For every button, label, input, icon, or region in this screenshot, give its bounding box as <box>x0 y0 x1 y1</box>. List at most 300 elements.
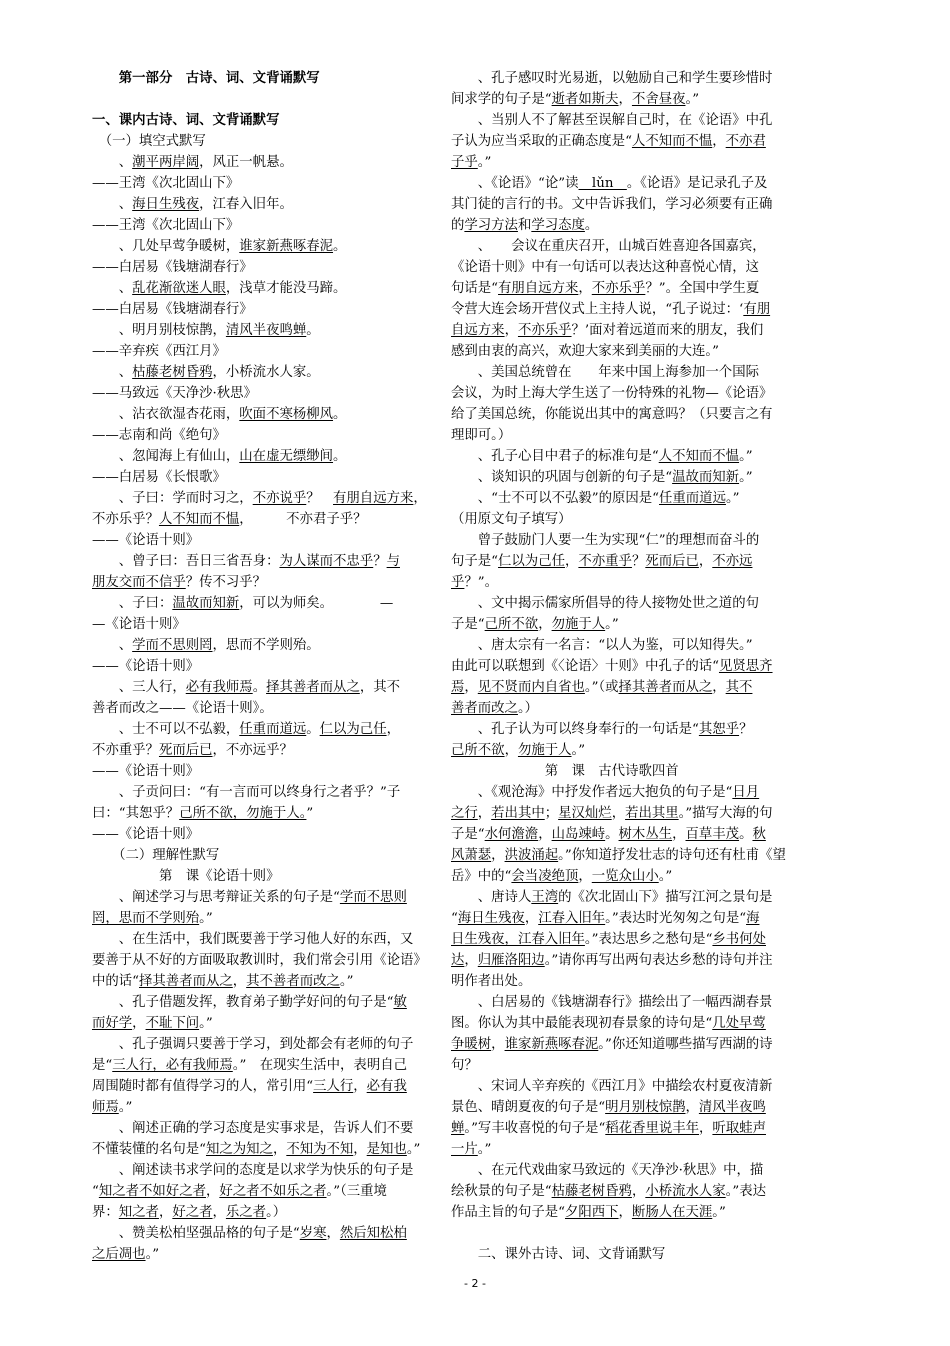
answer-text: 知之者 <box>118 1205 159 1220</box>
text-segment: ？”。 <box>464 575 499 590</box>
text-segment: ，思而不学则殆。 <box>212 638 320 653</box>
text-line <box>451 467 787 488</box>
text-line <box>92 950 428 971</box>
text-line <box>92 929 428 950</box>
text-segment: 《论语十则》中有一句话可以表达这种喜悦心情，这 <box>451 260 759 275</box>
text-segment: 。”表达时光匆匆之句是“ <box>605 911 747 926</box>
text-segment: ， <box>712 134 726 149</box>
text-segment: 、 <box>92 281 133 296</box>
answer-text: 敏 <box>393 995 407 1010</box>
text-line <box>451 1013 787 1034</box>
answer-text: 己所不欲 <box>484 617 539 632</box>
answer-text: 三人行 <box>313 1079 354 1094</box>
text-line <box>451 551 787 572</box>
text-line <box>451 824 787 845</box>
answer-text: 日月 <box>732 785 760 800</box>
text-line <box>92 215 428 236</box>
answer-text: lǔn <box>578 176 627 191</box>
text-segment: （二）理解性默写 <box>92 848 220 863</box>
text-segment: 。” 在现实生活中，表明自己 <box>232 1058 407 1073</box>
text-segment: 、士不可以不弘毅， <box>92 722 240 737</box>
text-line <box>92 110 428 131</box>
text-line <box>92 698 428 719</box>
text-line <box>451 509 787 530</box>
text-line <box>451 194 787 215</box>
text-segment: 、子曰：学而时习之， <box>92 491 253 506</box>
text-segment: 作品主旨的句子是“ <box>451 1205 565 1220</box>
text-segment: ， <box>491 848 505 863</box>
text-segment: ， <box>564 554 579 569</box>
text-line <box>451 761 787 782</box>
text-segment: 、孔子认为可以终身奉行的一句话是“ <box>451 722 699 737</box>
text-segment: ， <box>491 1037 505 1052</box>
answer-text: 学而不思则罔 <box>132 638 213 653</box>
text-line <box>92 824 428 845</box>
answer-text: 海 <box>746 911 760 926</box>
text-line <box>451 1076 787 1097</box>
text-segment: 理即可。） <box>451 428 512 443</box>
answer-text: 海日生残夜 <box>132 197 200 212</box>
text-line <box>92 1034 428 1055</box>
text-segment: 、《论语》“论”读 <box>451 176 579 191</box>
text-segment: ， <box>212 1205 226 1220</box>
text-segment: 句子是“ <box>451 554 499 569</box>
text-line <box>92 425 428 446</box>
text-segment: 、白居易的《钱塘湖春行》描绘出了一幅西湖春景 <box>451 995 773 1010</box>
text-segment: 、 <box>92 155 133 170</box>
text-segment: ， <box>232 974 247 989</box>
answer-text: 师焉 <box>92 1100 119 1115</box>
text-segment: 。” <box>725 491 740 506</box>
text-line <box>451 803 787 824</box>
text-segment: ， 不亦君子乎？ <box>239 512 367 527</box>
text-segment: 。 <box>333 239 347 254</box>
text-segment: 。” <box>477 1142 492 1157</box>
text-segment: ， <box>504 323 518 338</box>
answer-text: 蝉 <box>451 1121 465 1136</box>
answer-text: 归雁洛阳边 <box>477 953 545 968</box>
text-line <box>92 488 428 509</box>
text-segment: 不亦重乎？ <box>92 743 159 758</box>
answer-text: 之行 <box>451 806 478 821</box>
answer-text: 一览众山小 <box>591 869 659 884</box>
text-segment: 。《论语》是记录孔子及 <box>626 176 768 191</box>
text-line <box>92 614 428 635</box>
answer-text: 江春入旧年 <box>538 911 606 926</box>
text-segment: 。” <box>477 155 492 170</box>
text-line <box>451 257 787 278</box>
text-segment: ——辛弃疾《西江月》 <box>92 344 226 359</box>
text-line <box>451 1034 787 1055</box>
answer-text: 自远方来 <box>451 323 505 338</box>
text-segment: 景色、晴朗夏夜的句子是“ <box>451 1100 606 1115</box>
text-line <box>92 782 428 803</box>
answer-text: 百草丰茂 <box>685 827 740 842</box>
text-segment: ， <box>538 827 552 842</box>
answer-text: 己所不欲，勿施于人。 <box>179 806 307 821</box>
text-segment: 不懂装懂的名句是“ <box>92 1142 206 1157</box>
text-segment: ——白居易《钱塘湖春行》 <box>92 302 253 317</box>
text-line <box>451 887 787 908</box>
text-line <box>92 257 428 278</box>
text-line <box>92 278 428 299</box>
text-segment: ， <box>205 1184 220 1199</box>
text-line <box>451 950 787 971</box>
text-line <box>451 404 787 425</box>
text-line <box>92 1181 428 1202</box>
blank-line <box>451 1223 787 1244</box>
text-line <box>92 677 428 698</box>
text-line <box>92 992 428 1013</box>
answer-text: 是知也 <box>366 1142 407 1157</box>
text-segment: 。 <box>333 449 347 464</box>
text-segment: 。”（三重境 <box>326 1184 387 1199</box>
text-line <box>451 1202 787 1223</box>
text-segment: 。 <box>584 218 599 233</box>
text-segment: ？传不习乎？ <box>185 575 267 590</box>
text-segment: 界： <box>92 1205 119 1220</box>
text-segment: 。” <box>199 911 213 926</box>
text-line <box>451 299 787 320</box>
text-line <box>451 383 787 404</box>
text-segment: ——王湾《次北固山下》 <box>92 176 240 191</box>
answer-text: 学而不思则 <box>339 890 407 905</box>
answer-text: 勿施于人 <box>551 617 606 632</box>
text-segment: 。” <box>145 1247 160 1262</box>
text-segment: 。” <box>739 470 753 485</box>
text-segment: 、文中揭示儒家所倡导的待人接物处世之道的句 <box>451 596 759 611</box>
text-segment: ？ <box>739 722 753 737</box>
text-segment: 。” <box>199 1016 213 1031</box>
text-segment: 。”描写大海的句 <box>678 806 773 821</box>
answer-text: 死而后已 <box>158 743 213 758</box>
answer-text: 与 <box>386 554 400 569</box>
answer-text: 见不贤而内自省也 <box>477 680 585 695</box>
blank-line <box>92 89 428 110</box>
text-line <box>451 215 787 236</box>
text-segment: ， <box>712 680 726 695</box>
text-segment: ” <box>306 806 314 821</box>
text-segment: ， <box>618 1205 632 1220</box>
text-segment: ， <box>272 1142 287 1157</box>
right-column <box>451 68 787 1265</box>
answer-text: 不亦乐乎 <box>517 323 572 338</box>
text-segment: 曾子鼓励门人要一生为实现“仁”的理想而奋斗的 <box>451 533 760 548</box>
answer-text: 明月别枝惊鹊 <box>605 1100 686 1115</box>
text-line <box>92 320 428 341</box>
answer-text: 仁以为己任 <box>319 722 387 737</box>
answer-text: 勿施于人 <box>517 743 572 758</box>
answer-text: 星汉灿烂 <box>558 806 612 821</box>
text-segment: 、唐太宗有一名言：“以人为鉴，可以知得失。” <box>451 638 753 653</box>
text-line <box>92 467 428 488</box>
answer-text: 三人行，必有我师焉 <box>112 1058 233 1073</box>
text-segment: ， <box>524 911 539 926</box>
text-line <box>92 740 428 761</box>
answer-text: 罔，思而不学则殆 <box>92 911 200 926</box>
text-segment: ， <box>578 281 592 296</box>
answer-text: 稻花香里说丰年 <box>605 1121 700 1136</box>
answer-text: 小桥流水人家 <box>645 1184 726 1199</box>
answer-text: 会当凌绝顶 <box>511 869 579 884</box>
text-segment: 。” <box>605 617 619 632</box>
answer-text: 清风半夜鸣蝉 <box>225 323 307 338</box>
text-segment: 明作者出处。 <box>451 974 532 989</box>
answer-text: 若出其里 <box>625 806 679 821</box>
text-segment: 是“ <box>92 1058 113 1073</box>
text-line <box>92 1118 428 1139</box>
text-segment: ， <box>132 1016 146 1031</box>
answer-text: 己所不欲 <box>451 743 505 758</box>
text-line <box>451 908 787 929</box>
text-segment: 、子贡问曰：“有一言而可以终身行之者乎？”子 <box>92 785 401 800</box>
text-segment: ， <box>611 806 626 821</box>
text-line <box>92 299 428 320</box>
text-segment: 令营大连会场开营仪式上主持人说，“孔子说过：‘ <box>451 302 744 317</box>
text-line <box>92 593 428 614</box>
text-segment: 。” <box>406 1142 421 1157</box>
text-line <box>451 152 787 173</box>
text-segment: 间求学的句子是“ <box>451 92 552 107</box>
text-line <box>451 425 787 446</box>
text-line <box>451 1181 787 1202</box>
text-line <box>451 971 787 992</box>
text-segment: ——《论语十则》 <box>92 827 200 842</box>
text-segment: 。”写丰收喜悦的句子是“ <box>464 1121 606 1136</box>
text-segment: ， <box>386 722 400 737</box>
text-line <box>92 1076 428 1097</box>
text-line <box>451 362 787 383</box>
answer-text: 而好学 <box>92 1016 133 1031</box>
text-line <box>92 362 428 383</box>
text-line <box>451 530 787 551</box>
answer-text: 择其善者而从之 <box>139 974 233 989</box>
text-line <box>451 89 787 110</box>
answer-text: 学习态度 <box>531 218 585 233</box>
text-line <box>92 1244 428 1265</box>
answer-text: 争暖树 <box>451 1037 492 1052</box>
text-line <box>451 446 787 467</box>
text-line <box>451 173 787 194</box>
left-column <box>92 68 428 1265</box>
answer-text: 枯藤老树昏鸦 <box>132 365 213 380</box>
text-line <box>451 1118 787 1139</box>
text-segment: （一）填空式默写 <box>92 134 206 149</box>
answer-text: 谁家新燕啄春泥 <box>504 1037 599 1052</box>
answer-text: 不耻下问 <box>145 1016 200 1031</box>
text-segment: ， <box>477 806 492 821</box>
text-segment: 、阐述正确的学习态度是实事求是，告诉人们不要 <box>92 1121 414 1136</box>
answer-text: 风萧瑟 <box>451 848 492 863</box>
answer-text: 不舍昼夜 <box>631 92 686 107</box>
text-segment: ，浅草才能没马蹄。 <box>225 281 347 296</box>
text-segment: ， <box>504 743 518 758</box>
answer-text: 学习方法 <box>464 218 518 233</box>
text-segment: 。 <box>306 323 320 338</box>
answer-text: 任重而道远 <box>659 491 726 506</box>
text-segment: ？ <box>631 554 646 569</box>
text-segment: 会议，为时上海大学生送了一份特殊的礼物—《论语》 <box>451 386 773 401</box>
answer-text: 为人谋而不忠乎 <box>279 554 374 569</box>
text-segment: 。”你还知道哪些描写西湖的诗 <box>598 1037 773 1052</box>
answer-text: 乡书何处 <box>712 932 766 947</box>
answer-text: 树木丛生 <box>618 827 673 842</box>
text-segment: 周围随时都有值得学习的人，常引用“ <box>92 1079 314 1094</box>
text-segment: 。”表达 <box>725 1184 766 1199</box>
text-segment: 。” <box>739 449 753 464</box>
text-segment: 。” <box>712 1205 726 1220</box>
text-line <box>92 551 428 572</box>
text-segment: 中的话“ <box>92 974 140 989</box>
answer-text: 温故而知新 <box>172 596 240 611</box>
answer-text: 任重而道远 <box>239 722 307 737</box>
answer-text: 谁家新燕啄春泥 <box>239 239 334 254</box>
text-segment: 二、课外古诗、词、文背诵默写 <box>451 1247 666 1262</box>
text-line <box>92 236 428 257</box>
text-segment: 。 <box>252 680 267 695</box>
page-number: - 2 - <box>464 1277 486 1290</box>
answer-text: 好之者不如乐之者 <box>219 1184 327 1199</box>
text-line <box>451 992 787 1013</box>
text-segment: 、孔子心目中君子的标准句是“ <box>451 449 659 464</box>
answer-text: 不亦远 <box>712 554 753 569</box>
answer-text: 一片 <box>451 1142 478 1157</box>
text-segment: ， <box>631 1184 646 1199</box>
text-segment: 、 <box>92 197 133 212</box>
text-segment: 给了美国总统，你能说出其中的寓意吗？（只要言之有 <box>451 407 773 422</box>
text-line <box>451 572 787 593</box>
text-segment: 、“士不可以不弘毅”的原因是“ <box>451 491 660 506</box>
text-line <box>451 1244 787 1265</box>
text-segment: 、谈知识的巩固与创新的句子是“ <box>451 470 673 485</box>
answer-text: 有朋自远方来 <box>498 281 579 296</box>
text-line <box>451 68 787 89</box>
text-line <box>451 677 787 698</box>
text-segment: 。” <box>571 743 586 758</box>
text-line <box>451 1139 787 1160</box>
text-line <box>451 320 787 341</box>
text-segment: 的 <box>451 218 465 233</box>
text-segment: 要善于从不好的方面吸取教训时，我们常会引用《论语》 <box>92 953 427 968</box>
text-line <box>92 887 428 908</box>
text-segment: ，可以为师矣。 — <box>239 596 394 611</box>
text-segment: ——《论语十则》 <box>92 533 200 548</box>
text-segment: 第一部分 古诗、词、文背诵默写 <box>92 70 320 86</box>
answer-text: 死而后已 <box>645 554 699 569</box>
answer-text: 不知为不知 <box>286 1142 354 1157</box>
text-segment: 子是“ <box>451 617 485 632</box>
text-segment: ， <box>326 1226 340 1241</box>
text-segment: ，小桥流水人家。 <box>212 365 320 380</box>
text-line <box>92 1139 428 1160</box>
answer-text: 有朋 <box>743 302 771 317</box>
text-segment: 子是“ <box>451 827 485 842</box>
answer-text: 岁寒 <box>299 1226 327 1241</box>
text-line <box>92 1097 428 1118</box>
text-line <box>451 131 787 152</box>
text-line <box>92 1223 428 1244</box>
answer-text: 秋 <box>752 827 766 842</box>
answer-text: 朋友交而不信乎 <box>92 575 186 590</box>
text-line <box>451 278 787 299</box>
text-segment: “ <box>92 1184 99 1199</box>
text-line <box>451 929 787 950</box>
text-line <box>451 1055 787 1076</box>
answer-text: 知之为知之 <box>205 1142 273 1157</box>
text-segment: ， <box>685 1100 699 1115</box>
text-segment: 第 课《论语十则》 <box>92 869 280 884</box>
answer-text: 知之者不如好之者 <box>98 1184 206 1199</box>
answer-text: 山岛竦峙 <box>551 827 606 842</box>
answer-text: 不亦重乎 <box>578 554 632 569</box>
text-segment: 、阐述读书求学问的态度是以求学为快乐的句子是 <box>92 1163 414 1178</box>
text-segment: ， <box>672 827 686 842</box>
text-segment: 曰：“其恕乎？ <box>92 806 180 821</box>
text-segment: 、 会议在重庆召开，山城百姓喜迎各国嘉宾， <box>451 239 766 254</box>
answer-text: 不亦乐乎 <box>591 281 646 296</box>
text-line <box>451 614 787 635</box>
text-line <box>451 656 787 677</box>
answer-text: 人不知而不愠 <box>631 134 713 149</box>
text-segment: 第 课 古代诗歌四首 <box>451 764 679 779</box>
text-line <box>92 572 428 593</box>
text-line <box>92 719 428 740</box>
text-segment: 一、课内古诗、词、文背诵默写 <box>92 112 280 128</box>
text-segment: 。） <box>266 1205 287 1220</box>
text-segment: 。 <box>333 407 347 422</box>
text-segment: 绘秋景的句子是“ <box>451 1184 552 1199</box>
text-segment: 。 <box>605 827 619 842</box>
text-line <box>92 908 428 929</box>
text-line <box>92 635 428 656</box>
answer-text: 洪波涌起 <box>504 848 559 863</box>
text-segment: 、三人行， <box>92 680 186 695</box>
answer-text: 见贤思齐 <box>718 659 773 674</box>
answer-text: 夕阳西下 <box>564 1205 619 1220</box>
answer-text: 其不善者而改之 <box>246 974 340 989</box>
text-segment: 、当别人不了解甚至误解自己时，在《论语》中孔 <box>451 113 773 128</box>
text-line <box>92 1202 428 1223</box>
text-segment: “ <box>451 911 458 926</box>
text-segment: 、阐述学习与思考辩证关系的句子是“ <box>92 890 340 905</box>
answer-text: 枯藤老树昏鸦 <box>551 1184 632 1199</box>
text-segment: ——王湾《次北固山下》 <box>92 218 240 233</box>
text-segment: 子认为应当采取的正确态度是“ <box>451 134 632 149</box>
text-segment: ，不亦远乎？ <box>212 743 293 758</box>
text-segment: 、美国总统曾在 年来中国上海参加一个国际 <box>451 365 759 380</box>
text-segment: 、子曰： <box>92 596 173 611</box>
text-line <box>92 1160 428 1181</box>
text-line <box>92 383 428 404</box>
text-segment: 、孔子感叹时光易逝，以勉励自己和学生要珍惜时 <box>451 71 773 86</box>
text-line <box>92 761 428 782</box>
text-segment: 、唐诗人 <box>451 890 532 905</box>
text-segment: ——《论语十则》 <box>92 659 200 674</box>
text-segment: 岳》中的“ <box>451 869 512 884</box>
text-segment: 、沾衣欲湿杏花雨， <box>92 407 240 422</box>
answer-text: 择其善者而从之 <box>618 680 713 695</box>
text-line <box>451 635 787 656</box>
text-segment: 、《观沧海》中抒发作者远大抱负的句子是“ <box>451 785 733 800</box>
text-line <box>451 1097 787 1118</box>
answer-text: 乐之者 <box>225 1205 267 1220</box>
answer-text: 之后凋也 <box>92 1247 146 1262</box>
answer-text: 择其善者而从之 <box>266 680 360 695</box>
text-segment: —《论语十则》 <box>92 617 186 632</box>
answer-text: 焉 <box>451 680 465 695</box>
text-line <box>92 656 428 677</box>
text-segment: ——白居易《长恨歌》 <box>92 470 226 485</box>
